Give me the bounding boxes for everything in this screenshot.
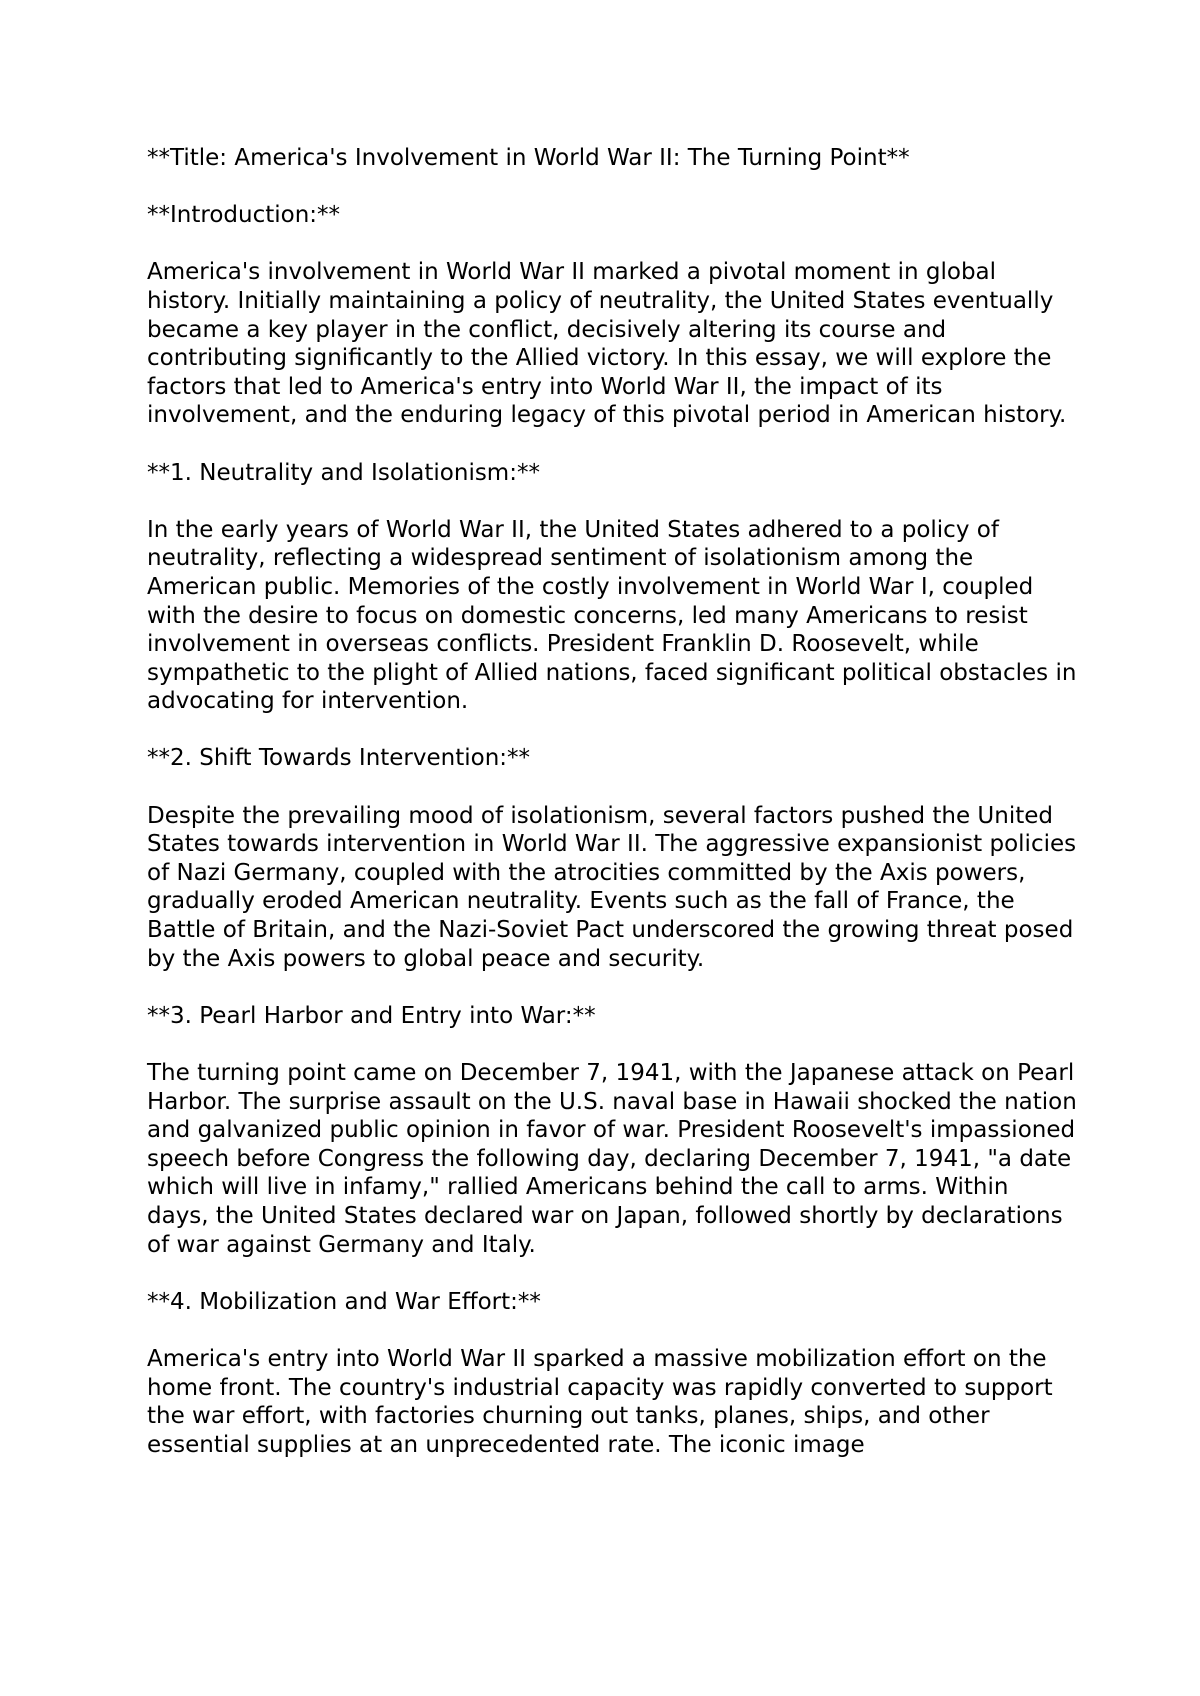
section-4-heading: **4. Mobilization and War Effort:**	[147, 1288, 541, 1315]
section-4-paragraph: America's entry into World War II sparked a massive mobilization effort on the home front. The country's industrial capacity was rapidly converted to support the war effort, with factories churning out tanks, planes, ships, and other essential supplies at an unprecedented rate. The iconic image	[147, 1345, 1053, 1458]
section-3-paragraph: The turning point came on December 7, 1941, with the Japanese attack on Pearl Harbor. The surprise assault on the U.S. naval base in Hawaii shocked the nation and galvanized public opinion in favor of war. President Roosevelt's impassioned speech before Congress the following day, declaring December 7, 1941, "a date which will live in infamy," rallied Americans behind the call to arms. Within days, the United States declared war on Japan, followed shortly by declarations of war against Germany and Italy.	[147, 1060, 1077, 1258]
intro-heading: **Introduction:**	[147, 202, 341, 229]
section-3-heading: **3. Pearl Harbor and Entry into War:**	[147, 1002, 596, 1029]
section-2-paragraph: Despite the prevailing mood of isolationism, several factors pushed the United States towards intervention in World War II. The aggressive expansionist policies of Nazi Germany, coupled with the atrocities committed by the Axis powers, gradually eroded American neutrality. Events such as the fall of France, the Battle of Britain, and the Nazi-Soviet Pact underscored the growing threat posed by the Axis powers to global peace and security.	[147, 802, 1077, 972]
section-1-paragraph: In the early years of World War II, the United States adhered to a policy of neutrality, reflecting a widespread sentiment of isolationism among the American public. Memories of the costly involvement in World War I, coupled with the desire to focus on domestic concerns, led many Americans to resist involvement in overseas conflicts. President Franklin D. Roosevelt, while sympathetic to the plight of Allied nations, faced significant political obstacles in advocating for intervention.	[147, 516, 1077, 715]
intro-paragraph: America's involvement in World War II marked a pivotal moment in global history. Initially maintaining a policy of neutrality, the United States eventually became a key player in the conflict, decisively altering its course and contributing significantly to the Allied victory. In this essay, we will explore the factors that led to America's entry into World War II, the impact of its involvement, and the enduring legacy of this pivotal period in American history.	[147, 259, 1067, 429]
section-1-heading: **1. Neutrality and Isolationism:**	[147, 459, 540, 486]
document-title: **Title: America's Involvement in World War II: The Turning Point**	[147, 145, 910, 171]
document-body	[147, 144, 1077, 1459]
section-2-heading: **2. Shift Towards Intervention:**	[147, 745, 531, 772]
